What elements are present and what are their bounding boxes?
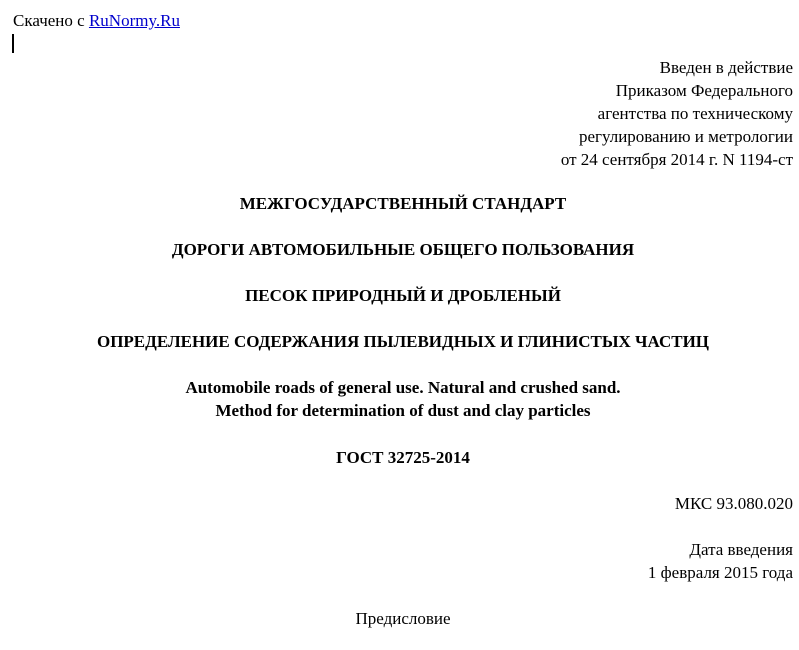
approval-line: Приказом Федерального — [615, 81, 793, 100]
standard-method-heading: ОПРЕДЕЛЕНИЕ СОДЕРЖАНИЯ ПЫЛЕВИДНЫХ И ГЛИНИСТЫХ ЧАСТИЦ — [96, 332, 710, 351]
source-link[interactable]: RuNormy.Ru — [88, 11, 180, 30]
mks-code: МКС 93.080.020 — [674, 494, 793, 513]
standard-subject-heading: ПЕСОК ПРИРОДНЫЙ И ДРОБЛЕНЫЙ — [245, 286, 561, 305]
english-title-line: Automobile roads of general use. Natural and crushed sand. — [185, 378, 621, 397]
approval-block — [561, 56, 793, 171]
standard-group-heading: ДОРОГИ АВТОМОБИЛЬНЫЕ ОБЩЕГО ПОЛЬЗОВАНИЯ — [171, 240, 635, 259]
source-prefix: Скачено с — [13, 11, 89, 30]
english-title — [0, 376, 799, 422]
intro-date-block — [648, 538, 793, 584]
approval-line: Введен в действие — [659, 58, 793, 77]
intro-date-value: 1 февраля 2015 года — [647, 563, 793, 582]
approval-line: регулированию и метрологии — [578, 127, 793, 146]
preface-heading: Предисловие — [355, 609, 451, 628]
intro-date-label: Дата введения — [689, 540, 793, 559]
approval-line: от 24 сентября 2014 г. N 1194-ст — [560, 150, 793, 169]
text-cursor — [12, 34, 14, 53]
english-title-line: Method for determination of dust and clay particles — [215, 401, 591, 420]
standard-type-heading: МЕЖГОСУДАРСТВЕННЫЙ СТАНДАРТ — [239, 194, 567, 213]
source-line — [13, 9, 180, 32]
approval-line: агентства по техническому — [597, 104, 793, 123]
gost-number: ГОСТ 32725-2014 — [336, 448, 470, 467]
